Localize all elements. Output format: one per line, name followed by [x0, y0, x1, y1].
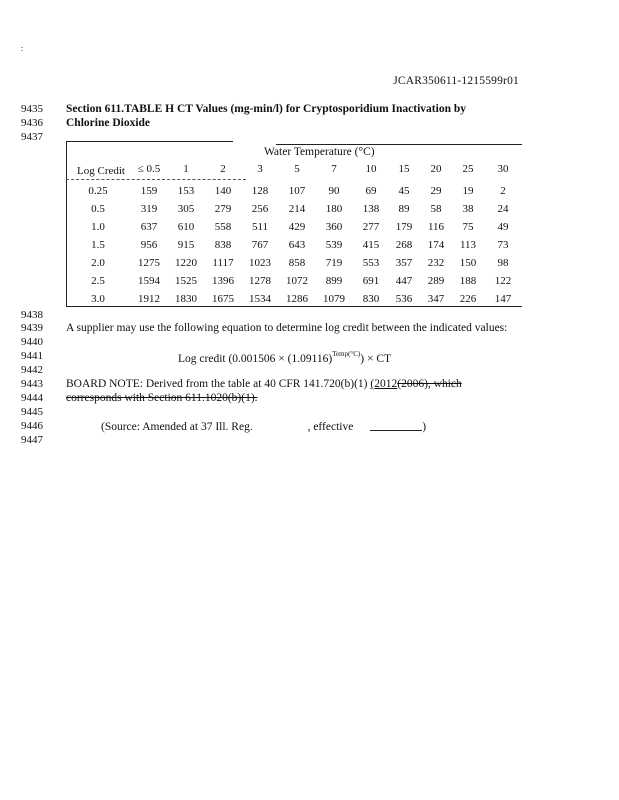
equation-exponent: Temp(°C): [332, 350, 361, 358]
source-effective: , effective: [307, 421, 354, 433]
ct-value-cell: 838: [214, 239, 232, 251]
ct-value-cell: 511: [251, 221, 269, 233]
ct-value-cell: 188: [459, 275, 477, 287]
board-note-struck-text: corresponds with Section 611.1020(b)(1).: [66, 392, 258, 404]
ct-value-cell: 1072: [286, 275, 308, 287]
ct-value-cell: 1220: [175, 257, 197, 269]
log-credit-value: 2.0: [91, 257, 105, 269]
ct-value-cell: 1594: [138, 275, 160, 287]
ct-value-cell: 147: [494, 293, 512, 305]
table-bottom-rule: [66, 306, 522, 307]
line-number: 9441: [21, 350, 43, 362]
ct-value-cell: 90: [328, 185, 340, 197]
ct-value-cell: 553: [362, 257, 380, 269]
ct-value-cell: 73: [497, 239, 509, 251]
line-number: 9440: [21, 336, 43, 348]
ct-value-cell: 153: [177, 185, 195, 197]
ct-value-cell: 75: [462, 221, 474, 233]
line-number: 9446: [21, 420, 43, 432]
ct-value-cell: 232: [427, 257, 445, 269]
source-note: [101, 420, 426, 433]
ct-value-cell: 122: [494, 275, 512, 287]
ct-value-cell: 150: [459, 257, 477, 269]
line-number: 9439: [21, 322, 43, 334]
temperature-header: 10: [365, 163, 377, 175]
ct-value-cell: 89: [398, 203, 410, 215]
equation-main: Log credit (0.001506 × (1.09116): [178, 353, 333, 365]
ct-value-cell: 69: [365, 185, 377, 197]
water-temperature-label: Water Temperature (°C): [264, 146, 375, 158]
ct-value-cell: 347: [427, 293, 445, 305]
line-number: 9437: [21, 131, 43, 143]
ct-value-cell: 610: [177, 221, 195, 233]
log-credit-value: 0.25: [88, 185, 108, 197]
ct-value-cell: 536: [395, 293, 413, 305]
ct-value-cell: 113: [459, 239, 477, 251]
line-number: 9444: [21, 392, 43, 404]
line-number: 9447: [21, 434, 43, 446]
ct-value-cell: 58: [430, 203, 442, 215]
ct-value-cell: 1117: [212, 257, 234, 269]
temperature-header: 30: [497, 163, 509, 175]
ct-value-cell: 539: [325, 239, 343, 251]
ct-value-cell: 1275: [138, 257, 160, 269]
line-number: 9436: [21, 117, 43, 129]
ct-value-cell: 1396: [212, 275, 234, 287]
ct-value-cell: 830: [362, 293, 380, 305]
table-top-rule-right: [276, 144, 522, 145]
temperature-header: 15: [398, 163, 410, 175]
temperature-header: 3: [257, 163, 263, 175]
line-number: 9438: [21, 309, 43, 321]
ct-value-cell: 1278: [249, 275, 271, 287]
temperature-header: 2: [220, 163, 226, 175]
temperature-header: 25: [462, 163, 474, 175]
ct-value-cell: 637: [140, 221, 158, 233]
ct-value-cell: 360: [325, 221, 343, 233]
ct-value-cell: 1912: [138, 293, 160, 305]
log-credit-value: 0.5: [91, 203, 105, 215]
ct-value-cell: 174: [427, 239, 445, 251]
table-left-rule: [66, 141, 67, 307]
ct-value-cell: 1023: [249, 257, 271, 269]
ct-value-cell: 429: [288, 221, 306, 233]
line-number: 9445: [21, 406, 43, 418]
log-credit-equation: [178, 350, 391, 365]
ct-value-cell: 277: [362, 221, 380, 233]
log-credit-value: 2.5: [91, 275, 105, 287]
table-top-rule: [66, 141, 233, 142]
ct-value-cell: 956: [140, 239, 158, 251]
ct-value-cell: 1079: [323, 293, 345, 305]
section-title: Section 611.TABLE H CT Values (mg-min/l) for Cryptosporidium Inactivation by: [66, 103, 466, 115]
page-marker: :: [21, 44, 24, 53]
temperature-header: 20: [430, 163, 442, 175]
ct-value-cell: 226: [459, 293, 477, 305]
ct-value-cell: 858: [288, 257, 306, 269]
ct-value-cell: 279: [214, 203, 232, 215]
ct-value-cell: 415: [362, 239, 380, 251]
ct-value-cell: 1534: [249, 293, 271, 305]
ct-value-cell: 180: [325, 203, 343, 215]
line-number: 9442: [21, 364, 43, 376]
ct-value-cell: 719: [325, 257, 343, 269]
log-credit-value: 1.0: [91, 221, 105, 233]
ct-value-cell: 1675: [212, 293, 234, 305]
ct-value-cell: 305: [177, 203, 195, 215]
temperature-header: 7: [331, 163, 337, 175]
ct-value-cell: 268: [395, 239, 413, 251]
ct-value-cell: 49: [497, 221, 509, 233]
board-note-text: BOARD NOTE: Derived from the table at 40 CFR 141.720(b)(1): [66, 378, 371, 390]
ct-value-cell: 214: [288, 203, 306, 215]
ct-values-table: [66, 141, 522, 307]
ct-value-cell: 1286: [286, 293, 308, 305]
temperature-header: 1: [183, 163, 189, 175]
ct-value-cell: 289: [427, 275, 445, 287]
board-note: [66, 378, 462, 390]
ct-value-cell: 447: [395, 275, 413, 287]
ct-value-cell: 98: [497, 257, 509, 269]
effective-date-blank: [370, 420, 422, 431]
ct-value-cell: 116: [427, 221, 445, 233]
ct-value-cell: 107: [288, 185, 306, 197]
log-credit-value: 1.5: [91, 239, 105, 251]
ct-value-cell: 128: [251, 185, 269, 197]
ct-value-cell: 45: [398, 185, 410, 197]
ct-value-cell: 29: [430, 185, 442, 197]
ct-value-cell: 691: [362, 275, 380, 287]
log-credit-header: Log Credit: [77, 165, 125, 177]
ct-value-cell: 140: [214, 185, 232, 197]
ct-value-cell: 38: [462, 203, 474, 215]
header-underline: [66, 179, 246, 180]
temperature-header: ≤ 0.5: [137, 163, 161, 175]
ct-value-cell: 899: [325, 275, 343, 287]
ct-value-cell: 24: [497, 203, 509, 215]
ct-value-cell: 2: [500, 185, 506, 197]
ct-value-cell: 179: [395, 221, 413, 233]
ct-value-cell: 643: [288, 239, 306, 251]
ct-value-cell: 357: [395, 257, 413, 269]
temperature-header: 5: [294, 163, 300, 175]
ct-value-cell: 319: [140, 203, 158, 215]
ct-value-cell: 915: [177, 239, 195, 251]
ct-value-cell: 558: [214, 221, 232, 233]
ct-value-cell: 19: [462, 185, 474, 197]
ct-value-cell: 1830: [175, 293, 197, 305]
log-credit-value: 3.0: [91, 293, 105, 305]
supplier-sentence: A supplier may use the following equation to determine log credit between the indicated values:: [66, 322, 508, 334]
board-note-new-year: (2012: [370, 378, 398, 390]
ct-value-cell: 256: [251, 203, 269, 215]
ct-value-cell: 767: [251, 239, 269, 251]
section-title-continued: Chlorine Dioxide: [66, 117, 151, 129]
source-close: ): [422, 421, 427, 433]
line-number: 9443: [21, 378, 43, 390]
document-code: JCAR350611-1215599r01: [393, 75, 519, 87]
line-number: 9435: [21, 103, 43, 115]
ct-value-cell: 159: [140, 185, 158, 197]
board-note-old-year: (2006), which: [397, 378, 462, 390]
ct-value-cell: 1525: [175, 275, 197, 287]
equation-tail: ) × CT: [360, 353, 392, 365]
source-text: (Source: Amended at 37 Ill. Reg.: [101, 421, 253, 433]
ct-value-cell: 138: [362, 203, 380, 215]
